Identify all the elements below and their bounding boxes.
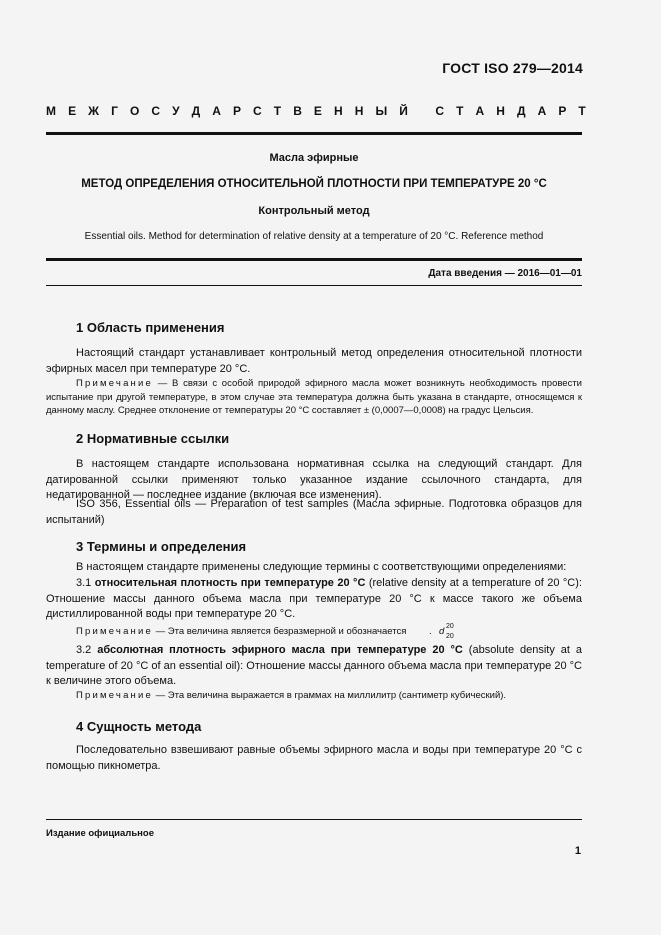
interstate-letter: Е	[313, 104, 322, 118]
section4-para: Последовательно взвешивают равные объемы эфирного масла и воды при температуре 20 °С с помощью пикнометра.	[46, 744, 582, 772]
density-symbol: d 20 20	[439, 623, 454, 640]
interstate-letter: Н	[496, 104, 505, 118]
interstate-letter: А	[475, 104, 485, 118]
title-rule	[46, 258, 582, 261]
interstate-letter: Ы	[375, 104, 388, 118]
interstate-letter: Т	[273, 104, 282, 118]
date-rule	[46, 285, 582, 286]
interstate-letter: С	[435, 104, 445, 118]
official-edition: Издание официальное	[46, 828, 154, 839]
term-3-2-definition: (absolute density at a temperature of 20 °C of an essential oil): Отношение массы данного объема масла при температуре 20 °С к величине этого объема.	[46, 644, 582, 687]
section1-heading: 1 Область применения	[76, 320, 225, 335]
section2-heading: 2 Нормативные ссылки	[76, 431, 230, 446]
page-number: 1	[574, 845, 581, 857]
title-method: МЕТОД ОПРЕДЕЛЕНИЯ ОТНОСИТЕЛЬНОЙ ПЛОТНОСТИ ПРИ ТЕМПЕРАТУРЕ 20 °С	[81, 178, 547, 190]
section2-para: В настоящем стандарте использована нормативная ссылка на следующий стандарт. Для датированной ссылки применяют только указанное издание ссылочного стандарта, для недатированной — последнее издание (включая все изменения).	[46, 458, 582, 501]
note-text: — Эта величина является безразмерной и обозначается	[153, 626, 410, 637]
section3-heading: 3 Термины и определения	[76, 539, 247, 554]
interstate-letter: Г	[111, 104, 118, 118]
interstate-letter: У	[172, 104, 180, 118]
interstate-letter: А	[537, 104, 547, 118]
term-3-2	[46, 643, 582, 690]
note-text: — Эта величина выражается в граммах на миллилитр (сантиметр кубический).	[153, 690, 507, 701]
term-3-1-number: 3.1	[76, 577, 95, 589]
interstate-letter: А	[212, 104, 221, 118]
title-english: Essential oils. Method for determination of relative density at a temperature of 20 °C. Reference method	[84, 231, 544, 242]
interstate-letter	[420, 104, 423, 118]
note-label: Примечание	[76, 378, 153, 389]
footer-rule	[46, 819, 582, 820]
section3-intro: В настоящем стандарте применены следующие термины с соответствующими определениями:	[76, 561, 567, 573]
interstate-letter: Р	[232, 104, 241, 118]
interstate-letter: М	[46, 104, 56, 118]
note-text: — В связи с особой природой эфирного масла может возникнуть необходимость провести испытание при другой температуре, в этом случае эта температура должна быть указана в стандарте, относящемся к данному маслу. Среднее отклонение от температуры 20 °С составляет ± (0,0007—0,0008) на градус Цельсия.	[46, 378, 582, 416]
interstate-letter: Е	[68, 104, 77, 118]
note-label: Примечание	[76, 690, 153, 701]
interstate-letter: Д	[516, 104, 526, 118]
section4-heading: 4 Сущность метода	[76, 719, 202, 734]
term-3-1-definition: (relative density at a temperature of 20 °С): Отношение массы данного объема масла при температуре 20 °С к массе такого же объема дистиллированной воды при температуре 20 °С.	[46, 577, 582, 620]
standard-code: ГОСТ ISO 279—2014	[442, 60, 583, 76]
section1-para: Настоящий стандарт устанавливает контрольный метод определения относительной плотности эфирных масел при температуре 20 °С.	[46, 347, 582, 375]
term-3-1-term: относительная плотность при температуре 20 °С	[94, 577, 366, 589]
interstate-letter: Н	[334, 104, 343, 118]
interstate-letter: О	[129, 104, 140, 118]
term-3-1-note: Примечание — Эта величина является безразмерной и обозначается d 20 20 .	[76, 623, 454, 640]
interstate-letter: Д	[191, 104, 201, 118]
interstate-letter: Т	[578, 104, 586, 118]
title-oils: Масла эфирные	[269, 152, 359, 164]
term-3-2-note	[46, 689, 582, 703]
interstate-letter: Й	[399, 104, 408, 118]
interstate-letter: Н	[354, 104, 364, 118]
interstate-letter: С	[151, 104, 161, 118]
interstate-letter: Ж	[88, 104, 99, 118]
term-3-2-term: абсолютная плотность эфирного масла при температуре 20 °С	[97, 644, 463, 656]
title-reference: Контрольный метод	[258, 205, 370, 217]
top-rule	[46, 132, 582, 135]
interstate-letter: С	[253, 104, 262, 118]
term-3-1	[46, 576, 582, 623]
interstate-letter: В	[293, 104, 302, 118]
section2-reference: ISO 356, Essential oils — Preparation of test samples (Масла эфирные. Подготовка образцов для испытаний)	[46, 498, 582, 526]
interstate-letter: Т	[456, 104, 464, 118]
term-3-2-number: 3.2	[76, 644, 98, 656]
intro-date: Дата введения — 2016—01—01	[428, 268, 582, 279]
note-label: Примечание	[76, 626, 153, 637]
section1-note	[46, 377, 582, 418]
interstate-standard-label	[46, 104, 586, 118]
interstate-letter: Р	[558, 104, 567, 118]
